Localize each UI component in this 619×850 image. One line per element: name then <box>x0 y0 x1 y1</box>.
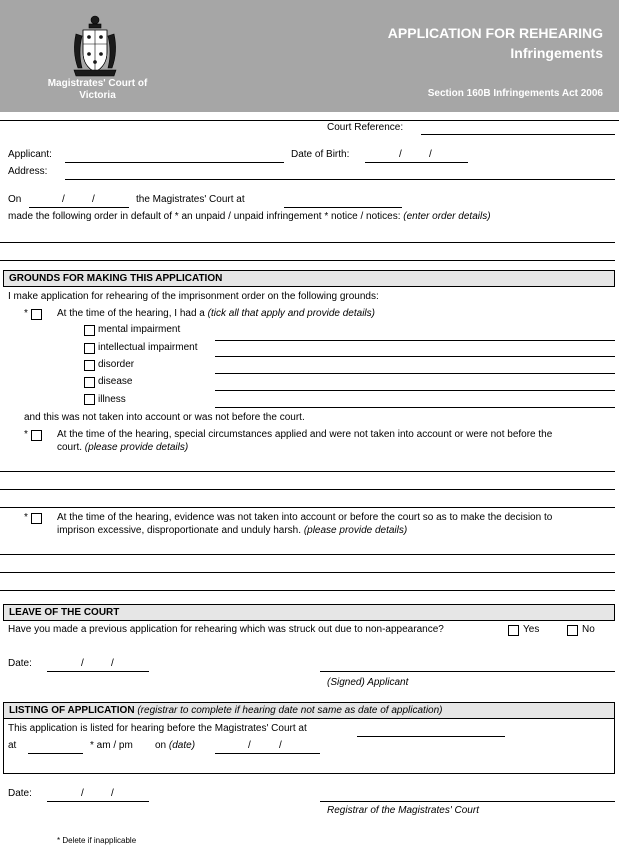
disorder-checkbox[interactable] <box>84 360 95 371</box>
court-location-field[interactable] <box>284 207 402 208</box>
address-label: Address: <box>8 166 48 177</box>
date-separator: / <box>111 658 114 669</box>
ground2-text-line1: At the time of the hearing, special circumstances applied and were not taken into account or were not before the <box>57 429 553 440</box>
registrar-label: Registrar of the Magistrates' Court <box>327 805 479 816</box>
date-separator: / <box>279 740 282 751</box>
applicant-label: Applicant: <box>8 149 52 160</box>
grounds-heading-text: GROUNDS FOR MAKING THIS APPLICATION <box>9 273 223 284</box>
magistrates-court-at-label: the Magistrates' Court at <box>136 194 245 205</box>
listing-date-field[interactable] <box>215 753 320 754</box>
leave-heading-text: LEAVE OF THE COURT <box>9 607 120 618</box>
listing-court-field[interactable] <box>357 736 505 737</box>
details-line[interactable] <box>0 554 615 555</box>
option-label: disease <box>98 376 133 387</box>
date-separator: / <box>248 740 251 751</box>
intellectual-impairment-checkbox[interactable] <box>84 343 95 354</box>
ground2-label: court. <box>57 442 83 453</box>
date-separator: / <box>399 149 402 160</box>
divider <box>0 120 619 121</box>
date-of-birth-label: Date of Birth: <box>291 149 350 160</box>
date-of-birth-field[interactable] <box>365 162 468 163</box>
details-line[interactable] <box>215 356 615 357</box>
applicant-field[interactable] <box>65 162 284 163</box>
disease-checkbox[interactable] <box>84 377 95 388</box>
date-separator: / <box>111 788 114 799</box>
signed-applicant-label: (Signed) Applicant <box>327 677 409 688</box>
on-date-hint: (date) <box>168 740 196 751</box>
ground3-checkbox[interactable] <box>31 513 42 524</box>
details-line[interactable] <box>0 471 615 472</box>
on-label: On <box>8 194 22 205</box>
coat-of-arms-icon <box>66 12 124 78</box>
court-name: Magistrates' Court of Victoria <box>47 78 148 101</box>
applicant-signature-field[interactable] <box>320 671 615 672</box>
court-reference-label: Court Reference: <box>327 122 404 133</box>
leave-question: Have you made a previous application for rehearing which was struck out due to non-appearance? <box>8 624 444 635</box>
ground1-checkbox[interactable] <box>31 309 42 320</box>
footer-note: * Delete if inapplicable <box>57 836 137 845</box>
grounds-intro: I make application for rehearing of the imprisonment order on the following grounds: <box>8 291 379 302</box>
not-taken-text: and this was not taken into account or was not before the court. <box>24 412 305 423</box>
listing-heading-text <box>9 705 443 716</box>
court-reference-field[interactable] <box>421 134 615 135</box>
illness-checkbox[interactable] <box>84 394 95 405</box>
details-line[interactable] <box>0 590 615 591</box>
date-label: Date: <box>8 788 32 799</box>
option-label: mental impairment <box>98 324 181 335</box>
form-subtitle: Infringements <box>510 45 603 61</box>
on-date-label <box>155 740 195 752</box>
star-marker: * <box>24 512 28 523</box>
leave-section-heading <box>3 604 615 621</box>
date-separator: / <box>92 194 95 205</box>
form-header <box>0 0 619 112</box>
form-title: APPLICATION FOR REHEARING <box>387 25 603 41</box>
order-text <box>8 211 491 223</box>
listing-heading-hint: (registrar to complete if hearing date not same as date of application) <box>137 705 443 716</box>
no-label: No <box>582 624 595 635</box>
date-separator: / <box>62 194 65 205</box>
listing-section-heading <box>3 702 615 719</box>
ground3-text-line1: At the time of the hearing, evidence was not taken into account or before the court so as to make the decision to <box>57 512 553 523</box>
mental-impairment-checkbox[interactable] <box>84 325 95 336</box>
yes-label: Yes <box>523 624 540 635</box>
ground1-hint: (tick all that apply and provide details) <box>207 308 375 319</box>
order-details-line[interactable] <box>0 260 615 261</box>
star-marker: * <box>24 308 28 319</box>
listed-text: This application is listed for hearing before the Magistrates' Court at <box>8 723 307 734</box>
registrar-signature-field[interactable] <box>320 801 615 802</box>
ground2-hint: (please provide details) <box>84 442 189 453</box>
registrar-date-field[interactable] <box>47 801 149 802</box>
listing-heading-label: LISTING OF APPLICATION <box>9 705 135 716</box>
option-label: intellectual impairment <box>98 342 198 353</box>
date-separator: / <box>81 658 84 669</box>
star-marker: * <box>24 429 28 440</box>
details-line[interactable] <box>0 489 615 490</box>
ground3-text-line2 <box>57 525 407 537</box>
ground1-text <box>57 308 375 320</box>
date-separator: / <box>81 788 84 799</box>
option-label: illness <box>98 394 126 405</box>
details-line[interactable] <box>0 507 615 508</box>
grounds-section-heading <box>3 270 615 287</box>
details-line[interactable] <box>215 390 615 391</box>
on-label: on <box>155 740 167 751</box>
details-line[interactable] <box>0 572 615 573</box>
ground3-hint: (please provide details) <box>303 525 408 536</box>
option-label: disorder <box>98 359 135 370</box>
ground2-checkbox[interactable] <box>31 430 42 441</box>
no-checkbox[interactable] <box>567 625 578 636</box>
date-separator: / <box>429 149 432 160</box>
order-details-line[interactable] <box>0 242 615 243</box>
details-line[interactable] <box>215 340 615 341</box>
details-line[interactable] <box>215 407 615 408</box>
act-reference: Section 160B Infringements Act 2006 <box>427 88 603 99</box>
date-label: Date: <box>8 658 32 669</box>
address-field[interactable] <box>65 179 615 180</box>
yes-checkbox[interactable] <box>508 625 519 636</box>
order-text-main: made the following order in default of * an unpaid / unpaid infringement * notice / notices: <box>8 211 401 222</box>
listing-time-field[interactable] <box>28 753 83 754</box>
ground2-text-line2 <box>57 442 188 454</box>
details-line[interactable] <box>215 373 615 374</box>
ampm-label: * am / pm <box>90 740 133 751</box>
ground1-label: At the time of the hearing, I had a <box>57 308 205 319</box>
order-date-field[interactable] <box>29 207 129 208</box>
order-hint: (enter order details) <box>403 211 491 222</box>
ground3-label: imprison excessive, disproportionate and unduly harsh. <box>57 525 302 536</box>
applicant-date-field[interactable] <box>47 671 149 672</box>
at-label: at <box>8 740 17 751</box>
